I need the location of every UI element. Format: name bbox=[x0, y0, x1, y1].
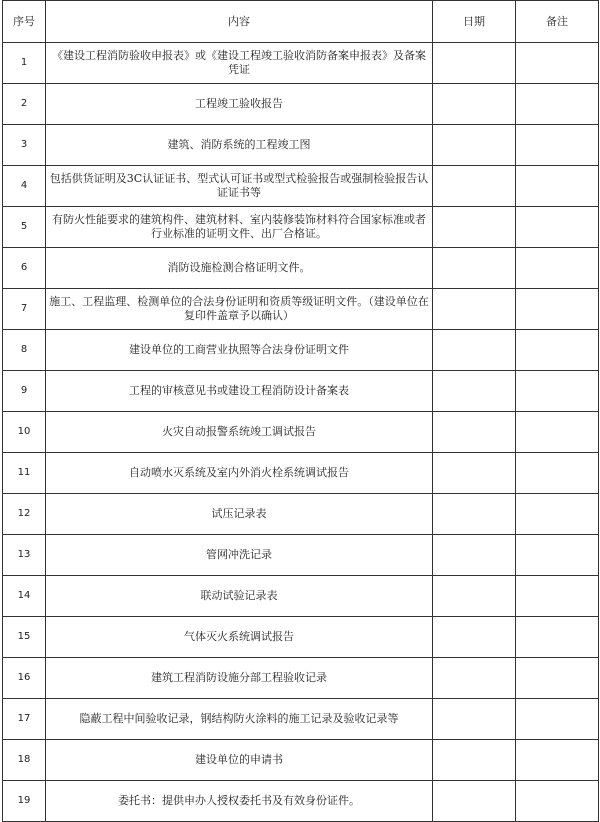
row-index: 13 bbox=[3, 535, 46, 576]
row-index: 17 bbox=[3, 699, 46, 740]
row-date-cell bbox=[433, 207, 516, 248]
row-remarks-cell bbox=[516, 166, 599, 207]
row-content: 工程竣工验收报告 bbox=[46, 84, 433, 125]
table-row bbox=[3, 494, 599, 535]
header-content: 内容 bbox=[46, 1, 433, 43]
row-remarks-cell bbox=[516, 699, 599, 740]
row-index: 9 bbox=[3, 371, 46, 412]
row-index: 4 bbox=[3, 166, 46, 207]
row-date-cell bbox=[433, 43, 516, 84]
row-content: 自动喷水灭系统及室内外消火栓系统调试报告 bbox=[46, 453, 433, 494]
table-row bbox=[3, 740, 599, 781]
row-date-cell bbox=[433, 699, 516, 740]
row-content: 隐蔽工程中间验收记录，钢结构防火涂料的施工记录及验收记录等 bbox=[46, 699, 433, 740]
table-row bbox=[3, 330, 599, 371]
row-index: 6 bbox=[3, 248, 46, 289]
row-index: 3 bbox=[3, 125, 46, 166]
row-content: 有防火性能要求的建筑构件、建筑材料、室内装修装饰材料符合国家标准或者行业标准的证明文件、出厂合格证。 bbox=[46, 207, 433, 248]
row-content: 联动试验记录表 bbox=[46, 576, 433, 617]
row-date-cell bbox=[433, 740, 516, 781]
row-remarks-cell bbox=[516, 125, 599, 166]
row-remarks-cell bbox=[516, 535, 599, 576]
table-row bbox=[3, 412, 599, 453]
row-remarks-cell bbox=[516, 412, 599, 453]
row-content: 施工、工程监理、检测单位的合法身份证明和资质等级证明文件。（建设单位在复印件盖章予以确认） bbox=[46, 289, 433, 330]
row-index: 14 bbox=[3, 576, 46, 617]
row-content: 火灾自动报警系统竣工调试报告 bbox=[46, 412, 433, 453]
row-index: 15 bbox=[3, 617, 46, 658]
row-content: 包括供货证明及3C认证证书、型式认可证书或型式检验报告或强制检验报告认证证书等 bbox=[46, 166, 433, 207]
row-remarks-cell bbox=[516, 494, 599, 535]
row-remarks-cell bbox=[516, 84, 599, 125]
header-index: 序号 bbox=[3, 1, 46, 43]
row-remarks-cell bbox=[516, 207, 599, 248]
row-date-cell bbox=[433, 617, 516, 658]
table-row bbox=[3, 617, 599, 658]
row-index: 19 bbox=[3, 781, 46, 822]
row-date-cell bbox=[433, 125, 516, 166]
table-row bbox=[3, 166, 599, 207]
row-date-cell bbox=[433, 658, 516, 699]
row-content: 建设单位的申请书 bbox=[46, 740, 433, 781]
table-row bbox=[3, 576, 599, 617]
row-index: 5 bbox=[3, 207, 46, 248]
table-row bbox=[3, 453, 599, 494]
row-content: 建筑、消防系统的工程竣工图 bbox=[46, 125, 433, 166]
row-remarks-cell bbox=[516, 781, 599, 822]
row-index: 18 bbox=[3, 740, 46, 781]
row-date-cell bbox=[433, 781, 516, 822]
row-date-cell bbox=[433, 412, 516, 453]
table-row bbox=[3, 43, 599, 84]
row-date-cell bbox=[433, 84, 516, 125]
row-index: 11 bbox=[3, 453, 46, 494]
row-date-cell bbox=[433, 535, 516, 576]
table-row bbox=[3, 125, 599, 166]
row-date-cell bbox=[433, 494, 516, 535]
table-row bbox=[3, 699, 599, 740]
row-remarks-cell bbox=[516, 658, 599, 699]
row-content: 工程的审核意见书或建设工程消防设计备案表 bbox=[46, 371, 433, 412]
row-date-cell bbox=[433, 166, 516, 207]
table-row bbox=[3, 289, 599, 330]
row-remarks-cell bbox=[516, 453, 599, 494]
row-remarks-cell bbox=[516, 43, 599, 84]
row-index: 8 bbox=[3, 330, 46, 371]
table-header-row bbox=[3, 1, 599, 43]
row-date-cell bbox=[433, 330, 516, 371]
table-row bbox=[3, 781, 599, 822]
row-remarks-cell bbox=[516, 248, 599, 289]
row-index: 10 bbox=[3, 412, 46, 453]
row-content: 《建设工程消防验收申报表》或《建设工程竣工验收消防备案申报表》及备案凭证 bbox=[46, 43, 433, 84]
row-remarks-cell bbox=[516, 289, 599, 330]
row-content: 气体灭火系统调试报告 bbox=[46, 617, 433, 658]
row-content: 管网冲洗记录 bbox=[46, 535, 433, 576]
table-row bbox=[3, 535, 599, 576]
row-remarks-cell bbox=[516, 330, 599, 371]
row-index: 7 bbox=[3, 289, 46, 330]
row-content: 建筑工程消防设施分部工程验收记录 bbox=[46, 658, 433, 699]
table-row bbox=[3, 371, 599, 412]
table-row bbox=[3, 84, 599, 125]
row-index: 12 bbox=[3, 494, 46, 535]
header-date: 日期 bbox=[433, 1, 516, 43]
row-content: 试压记录表 bbox=[46, 494, 433, 535]
row-remarks-cell bbox=[516, 740, 599, 781]
row-date-cell bbox=[433, 289, 516, 330]
header-remarks: 备注 bbox=[516, 1, 599, 43]
row-index: 2 bbox=[3, 84, 46, 125]
row-date-cell bbox=[433, 453, 516, 494]
checklist-table bbox=[2, 0, 599, 822]
row-date-cell bbox=[433, 371, 516, 412]
row-remarks-cell bbox=[516, 617, 599, 658]
table-row bbox=[3, 658, 599, 699]
table-row bbox=[3, 207, 599, 248]
row-remarks-cell bbox=[516, 371, 599, 412]
row-date-cell bbox=[433, 248, 516, 289]
table-row bbox=[3, 248, 599, 289]
row-index: 16 bbox=[3, 658, 46, 699]
row-date-cell bbox=[433, 576, 516, 617]
row-index: 1 bbox=[3, 43, 46, 84]
row-content: 委托书：提供申办人授权委托书及有效身份证件。 bbox=[46, 781, 433, 822]
row-content: 建设单位的工商营业执照等合法身份证明文件 bbox=[46, 330, 433, 371]
row-remarks-cell bbox=[516, 576, 599, 617]
row-content: 消防设施检测合格证明文件。 bbox=[46, 248, 433, 289]
